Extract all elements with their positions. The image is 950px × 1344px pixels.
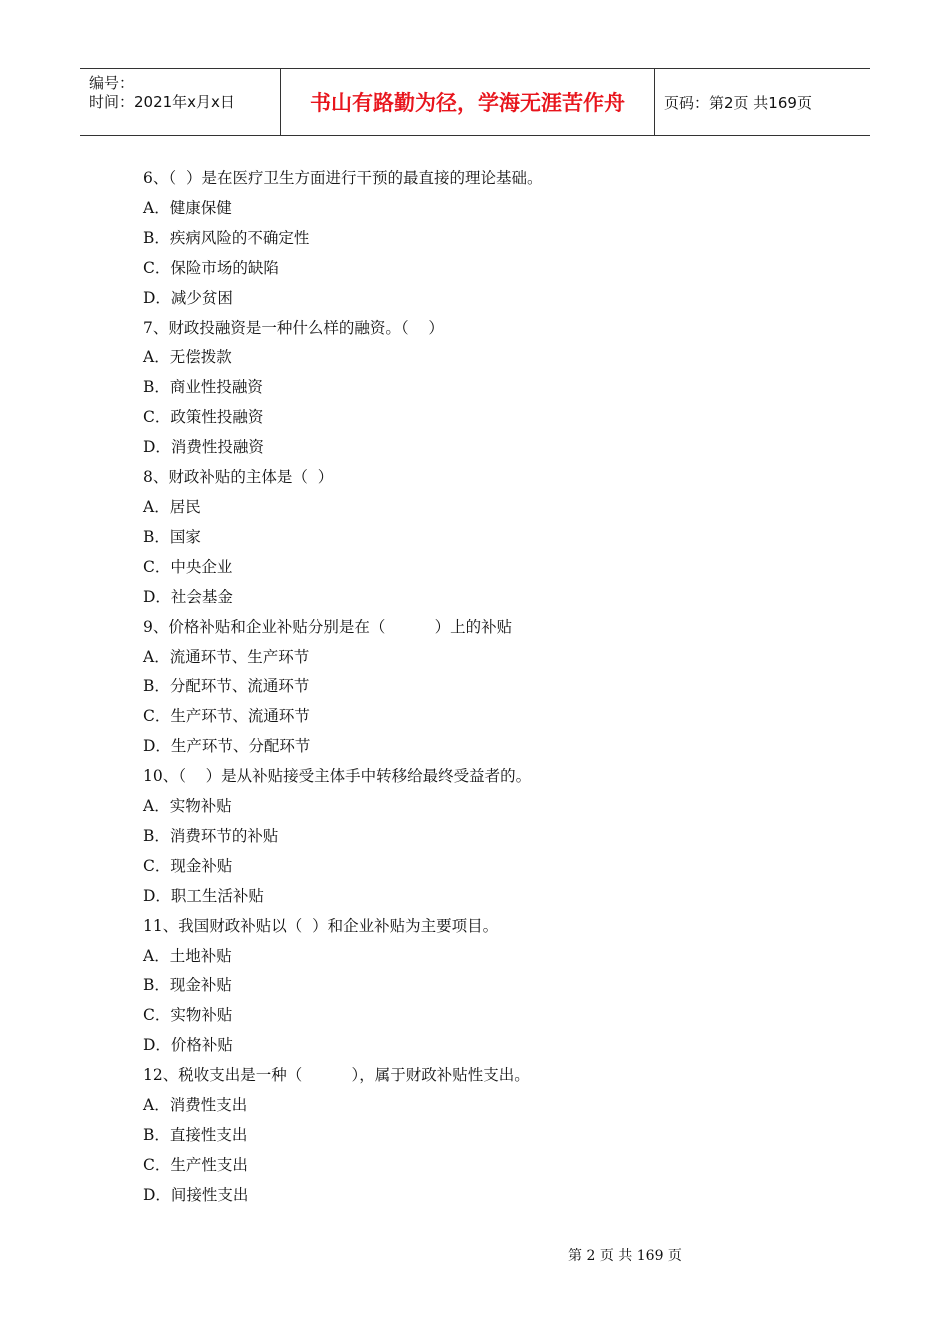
page-footer bbox=[0, 1245, 950, 1265]
option-8b: B．国家 bbox=[143, 527, 201, 546]
option-6b: B．疾病风险的不确定性 bbox=[143, 228, 310, 247]
option-11b: B．现金补贴 bbox=[143, 976, 232, 995]
question-10: 10、（ ）是从补贴接受主体手中转移给最终受益者的。 bbox=[143, 767, 532, 786]
option-7a: A．无偿拨款 bbox=[143, 348, 232, 367]
option-11d: D．价格补贴 bbox=[143, 1036, 233, 1055]
option-11a: A．土地补贴 bbox=[143, 946, 232, 965]
option-9b: B．分配环节、流通环节 bbox=[143, 677, 310, 696]
option-9a: A．流通环节、生产环节 bbox=[143, 647, 310, 666]
option-8c: C．中央企业 bbox=[143, 557, 233, 576]
option-6d: D．减少贫困 bbox=[143, 288, 233, 307]
question-6: 6、（ ）是在医疗卫生方面进行干预的最直接的理论基础。 bbox=[143, 169, 543, 187]
footer-page-number: 第 2 页 共 169 页 bbox=[568, 1248, 682, 1264]
header-left-cell bbox=[80, 69, 281, 135]
option-6c: C．保险市场的缺陷 bbox=[143, 258, 279, 277]
option-7b: B．商业性投融资 bbox=[143, 378, 263, 397]
question-8: 8、财政补贴的主体是（ ） bbox=[143, 468, 334, 487]
question-7: 7、财政投融资是一种什么样的融资。（ ） bbox=[143, 318, 444, 337]
question-list bbox=[143, 164, 542, 1211]
option-11c: C．实物补贴 bbox=[143, 1006, 233, 1025]
question-11: 11、我国财政补贴以（ ）和企业补贴为主要项目。 bbox=[143, 916, 499, 935]
header-motto: 书山有路勤为径，学海无涯苦作舟 bbox=[281, 69, 655, 135]
option-8d: D．社会基金 bbox=[143, 587, 233, 606]
header-page-info: 页码：第2页 共169页 bbox=[664, 93, 812, 112]
option-6a: A．健康保健 bbox=[143, 198, 232, 217]
question-12: 12、税收支出是一种（ ），属于财政补贴性支出。 bbox=[143, 1066, 530, 1085]
option-12b: B．直接性支出 bbox=[143, 1126, 248, 1144]
option-12c: C．生产性支出 bbox=[143, 1155, 248, 1174]
document-number-label: 编号： bbox=[89, 74, 135, 92]
option-12a: A．消费性支出 bbox=[143, 1096, 248, 1115]
option-7d: D．消费性投融资 bbox=[143, 438, 264, 457]
option-10c: C．现金补贴 bbox=[143, 856, 233, 875]
page-header bbox=[80, 68, 870, 136]
option-10b: B．消费环节的补贴 bbox=[143, 826, 279, 845]
option-7c: C．政策性投融资 bbox=[143, 408, 264, 427]
option-9c: C．生产环节、流通环节 bbox=[143, 707, 310, 726]
option-10a: A．实物补贴 bbox=[143, 797, 232, 816]
document-time-label: 时间：2021年x月x日 bbox=[89, 93, 235, 111]
option-9d: D．生产环节、分配环节 bbox=[143, 737, 311, 756]
option-8a: A．居民 bbox=[143, 497, 201, 516]
option-12d: D．间接性支出 bbox=[143, 1185, 249, 1204]
option-10d: D．职工生活补贴 bbox=[143, 886, 264, 905]
question-9: 9、价格补贴和企业补贴分别是在（ ）上的补贴 bbox=[143, 617, 513, 636]
